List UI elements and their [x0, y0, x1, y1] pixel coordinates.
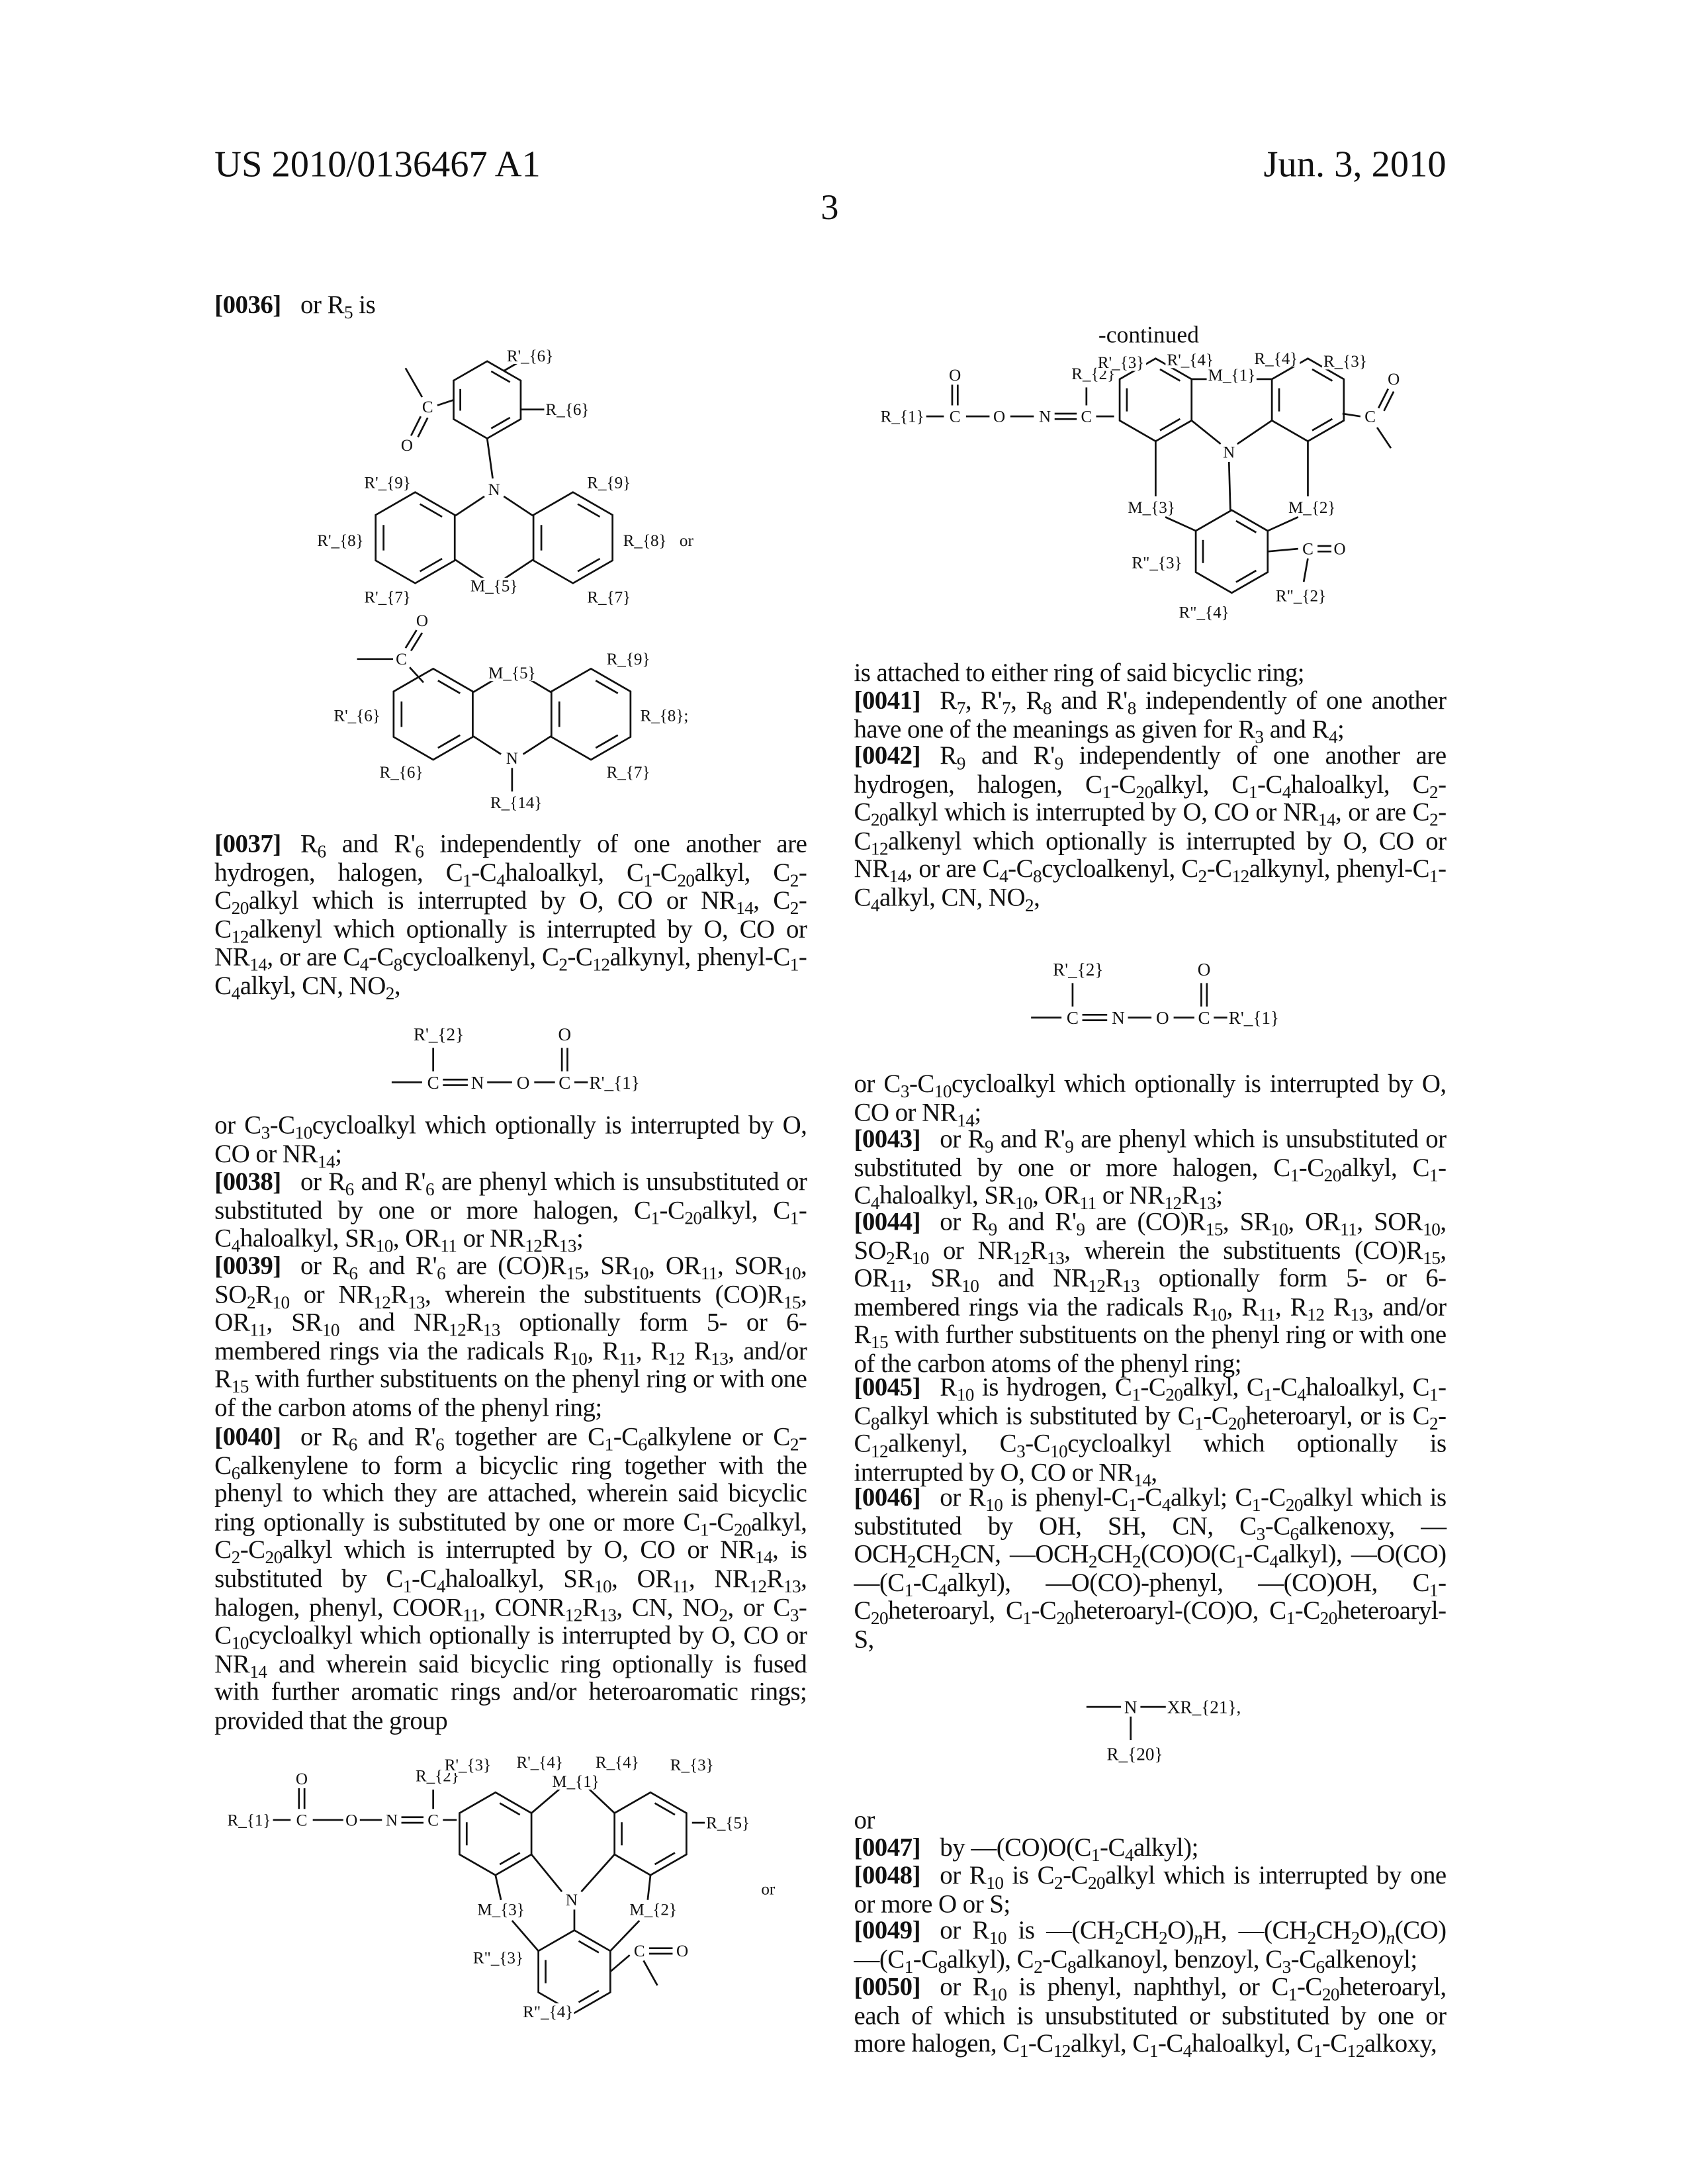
f2-atom-label: C	[1196, 1009, 1211, 1026]
s3-atom-label: or	[760, 1881, 776, 1897]
paragraph-text: or R5 is	[300, 291, 375, 320]
paragraph-number: [0040]	[214, 1423, 281, 1452]
s4-atom-label: R'_{4}	[1165, 351, 1215, 368]
benzene-ring	[453, 361, 520, 439]
paragraph-0042	[854, 743, 1446, 913]
bond	[512, 1921, 539, 1951]
benzene-ring	[1196, 510, 1268, 593]
s2-atom-label: R_{9}	[605, 651, 651, 667]
paragraph-0038	[214, 1169, 807, 1255]
publication-date: Jun. 3, 2010	[1264, 144, 1447, 187]
paragraph-number: [0046]	[854, 1484, 920, 1513]
paragraph-text: or R9 and R'9 are (CO)R15, SR10, OR11, SOR10, SO2R10 or NR12R13, wherein the substituents (CO)R15, OR11, SR10 and NR12R13 optionally form 5- or 6-membered rings via the radicals R10, R11, R12 R13, and/or R15 with further substituents on the phenyl ring or with one of the carbon atoms of the phenyl ring;	[854, 1208, 1446, 1379]
s1-atom-label: or	[678, 532, 695, 549]
bond	[531, 1854, 562, 1891]
s4-atom-label: C	[1301, 541, 1315, 557]
bond	[1268, 549, 1298, 551]
s3-atom-label: R_{3}	[669, 1756, 715, 1773]
s4-atom-label: O	[1386, 371, 1401, 387]
s4-atom-label: R_{4}	[1253, 350, 1299, 367]
s4-atom-label: M_{2}	[1287, 499, 1337, 516]
or-text: or	[854, 1807, 1446, 1836]
bond	[1192, 420, 1221, 443]
bond	[1165, 517, 1196, 531]
f1-atom-label: R'_{1}	[588, 1073, 641, 1091]
continuation-text: or C3-C10cycloalkyl which optionally is interrupted by O, CO or NR14;	[854, 1071, 1446, 1128]
bond	[1229, 462, 1230, 510]
s3-atom-label: C	[633, 1942, 646, 1959]
s4-atom-label: R"_{4}	[1177, 604, 1230, 620]
s4-atom-label: O	[992, 408, 1006, 425]
paragraph-text: R7, R'7, R8 and R'8 independently of one another have one of the meanings as given for R3 and R4;	[854, 686, 1446, 744]
benzene-ring	[376, 492, 455, 583]
benzene-ring	[533, 492, 613, 583]
bond	[496, 1875, 501, 1899]
bond	[648, 1875, 650, 1899]
paragraph-text: or R6 and R'6 are phenyl which is unsubstituted or substituted by one or more halogen, C1-C20alkyl, C1-C4haloalkyl, SR10, OR11 or NR12R13;	[214, 1168, 807, 1254]
bond	[437, 400, 454, 405]
patent-page	[0, 0, 1694, 2184]
s4-atom-label: C	[948, 408, 962, 425]
s4-atom-label: O	[948, 367, 962, 383]
paragraph-0046	[854, 1485, 1446, 1655]
s4-atom-label: N	[1038, 408, 1052, 425]
f2-atom-label: R'_{2}	[1051, 960, 1105, 978]
s2-atom-label: O	[415, 612, 429, 629]
continuation-text: or C3-C10cycloalkyl which optionally is interrupted by O, CO or NR14;	[214, 1113, 807, 1169]
bond	[610, 1955, 629, 1972]
bond	[406, 368, 422, 397]
benzene-ring	[459, 1792, 531, 1875]
s3-atom-label: R_{4}	[594, 1754, 641, 1770]
paragraph-text: or R6 and R'6 are (CO)R15, SR10, OR11, SOR10, SO2R10 or NR12R13, wherein the substituents (CO)R15, OR11, SR10 and NR12R13 optionally form 5- or 6-membered rings via the radicals R10, R11, R12 R13, and/or R15 with further substituents on the phenyl ring or with one of the carbon atoms of the phenyl ring;	[214, 1252, 807, 1423]
s1-atom-label: M_{5}	[469, 578, 519, 594]
paragraph-0050	[854, 1974, 1446, 2060]
bond	[581, 1854, 614, 1891]
paragraph-number: [0048]	[854, 1861, 920, 1890]
s3-atom-label: M_{1}	[551, 1773, 601, 1790]
paragraph-text: or R10 is phenyl-C1-C4alkyl; C1-C20alkyl which is substituted by OH, SH, CN, C3-C6alkenoxy, —OCH2CH2CN, —OCH2CH2(CO)O(C1-C4alkyl), —O(CO)—(C1-C4alkyl), —O(CO)-phenyl, —(CO)OH, C1-C20heteroaryl, C1-C20heteroaryl-(CO)O, C1-C20heteroaryl-S,	[854, 1484, 1446, 1655]
f2-atom-label: N	[1110, 1009, 1126, 1026]
s2-atom-label: C	[394, 651, 408, 667]
f2-atom-label: O	[1155, 1009, 1171, 1026]
s1-atom-label: R'_{9}	[363, 475, 412, 491]
paragraph-text: or R10 is —(CH2CH2O)nH, —(CH2CH2O)n(CO)—(C1-C8alkyl), C2-C8alkanoyl, benzoyl, C3-C6alkenoyl;	[854, 1917, 1446, 1974]
paragraph-text: or R9 and R'9 are phenyl which is unsubstituted or substituted by one or more halogen, C1-C20alkyl, C1-C4haloalkyl, SR10, OR11 or NR12R13;	[854, 1125, 1446, 1211]
paragraph-number: [0038]	[214, 1168, 281, 1197]
paragraph-0037	[214, 831, 807, 1001]
s3-atom-label: R"_{3}	[472, 1950, 525, 1966]
s4-atom-label: M_{1}	[1207, 367, 1257, 383]
s4-atom-label: R"_{2}	[1274, 587, 1327, 604]
s3-atom-label: O	[675, 1942, 690, 1959]
bond	[1268, 517, 1298, 531]
s3-atom-label: R"_{4}	[521, 2003, 574, 2020]
paragraph-number: [0036]	[214, 291, 281, 320]
continuation-text: is attached to either ring of said bicyclic ring;	[854, 660, 1446, 689]
f3-atom-label: N	[1123, 1698, 1139, 1716]
paragraph-0044	[854, 1209, 1446, 1379]
benzene-ring	[551, 668, 631, 759]
paragraph-number: [0039]	[214, 1252, 281, 1281]
paragraph-text: R9 and R'9 independently of one another are hydrogen, halogen, C1-C20alkyl, C1-C4haloalkyl, C2-C20alkyl which is interrupted by O, CO or NR14, or are C2-C12alkenyl which optionally is interrupted by O, CO or NR14, or are C4-C8cycloalkenyl, C2-C12alkynyl, phenyl-C1-C4alkyl, CN, NO2,	[854, 742, 1446, 913]
paragraph-number: [0045]	[854, 1373, 920, 1402]
s2-atom-label: R_{7}	[605, 764, 651, 780]
bond	[531, 1788, 560, 1813]
f1-atom-label: C	[557, 1073, 572, 1091]
s2-atom-label: N	[505, 750, 519, 766]
bond	[504, 496, 533, 516]
bond	[588, 1788, 615, 1813]
s2-atom-label: M_{5}	[487, 664, 537, 681]
paragraph-text: R10 is hydrogen, C1-C20alkyl, C1-C4haloalkyl, C1-C8alkyl which is substituted by C1-C20heteroaryl, or is C2-C12alkenyl, C3-C10cycloalkyl which optionally is interrupted by O, CO or NR14,	[854, 1373, 1446, 1487]
paragraph-0036	[214, 293, 807, 321]
s2-atom-label: R_{14}	[489, 794, 544, 811]
s3-atom-label: R_{1}	[226, 1811, 272, 1828]
paragraph-0045	[854, 1375, 1446, 1488]
s1-atom-label: C	[421, 398, 435, 415]
paragraph-number: [0041]	[854, 686, 920, 715]
s3-atom-label: C	[426, 1811, 440, 1828]
s4-atom-label: M_{3}	[1126, 499, 1177, 516]
s4-atom-label: C	[1363, 408, 1377, 425]
s1-atom-label: R_{8}	[622, 532, 668, 549]
s4-atom-label: R_{1}	[879, 408, 926, 425]
bond	[1237, 420, 1272, 443]
bond	[1304, 559, 1308, 582]
s1-atom-label: R_{7}	[586, 589, 632, 606]
s3-atom-label: N	[384, 1811, 399, 1828]
s1-atom-label: R_{9}	[586, 475, 632, 491]
benzene-ring	[539, 1931, 611, 2013]
s4-atom-label: R"_{3}	[1130, 554, 1183, 570]
s1-atom-label: O	[400, 437, 414, 453]
bond	[1377, 428, 1391, 448]
bond	[455, 496, 484, 516]
patent-number: US 2010/0136467 A1	[214, 144, 541, 187]
s3-atom-label: N	[564, 1891, 579, 1908]
paragraph-number: [0037]	[214, 830, 281, 859]
f1-atom-label: C	[425, 1073, 440, 1091]
paragraph-text: R6 and R'6 independently of one another are hydrogen, halogen, C1-C4haloalkyl, C1-C20alkyl, C2-C20alkyl which is interrupted by O, CO or NR14, C2-C12alkenyl which optionally is interrupted by O, CO or NR14, or are C4-C8cycloalkenyl, C2-C12alkynyl, phenyl-C1-C4alkyl, CN, NO2,	[214, 830, 807, 1001]
paragraph-0039	[214, 1253, 807, 1424]
s4-atom-label: R'_{3}	[1096, 354, 1146, 371]
s3-atom-label: R_{5}	[705, 1815, 751, 1831]
paragraph-number: [0049]	[854, 1917, 920, 1946]
paragraph-0043	[854, 1126, 1446, 1212]
s3-atom-label: O	[294, 1770, 309, 1787]
paragraph-0048	[854, 1863, 1446, 1920]
s3-atom-label: R_{2}	[414, 1768, 461, 1784]
benzene-ring	[615, 1792, 687, 1875]
s3-atom-label: M_{3}	[476, 1901, 526, 1918]
paragraph-number: [0050]	[854, 1973, 920, 2002]
s1-atom-label: R'_{6}	[506, 347, 555, 364]
f1-atom-label: R'_{2}	[412, 1025, 466, 1043]
page-number: 3	[821, 187, 838, 228]
paragraph-text: or R10 is C2-C20alkyl which is interrupted by one or more O or S;	[854, 1861, 1446, 1919]
bond	[644, 1960, 658, 1985]
f2-atom-label: C	[1065, 1009, 1080, 1026]
continued-label: -continued	[1097, 324, 1200, 347]
f2-atom-label: R'_{1}	[1227, 1009, 1281, 1026]
s3-atom-label: M_{2}	[628, 1901, 678, 1918]
s3-atom-label: C	[294, 1811, 308, 1828]
s3-atom-label: O	[344, 1811, 359, 1828]
paragraph-text: by —(CO)O(C1-C4alkyl);	[940, 1834, 1198, 1863]
s1-atom-label: N	[487, 481, 502, 498]
paragraph-0040	[214, 1424, 807, 1737]
paragraph-number: [0047]	[854, 1834, 920, 1863]
s4-atom-label: O	[1332, 541, 1347, 557]
s2-atom-label: R'_{6}	[332, 707, 382, 724]
paragraph-number: [0044]	[854, 1208, 920, 1237]
paragraph-text: or R10 is phenyl, naphthyl, or C1-C20heteroaryl, each of which is unsubstituted or substituted by one or more halogen, C1-C12alkyl, C1-C4haloalkyl, C1-C12alkoxy,	[854, 1973, 1446, 2059]
bond	[473, 736, 501, 754]
bond	[523, 736, 551, 754]
f1-atom-label: O	[557, 1025, 572, 1043]
f1-atom-label: N	[470, 1073, 486, 1091]
s4-atom-label: R_{3}	[1322, 353, 1368, 369]
s2-atom-label: R_{6}	[378, 764, 424, 780]
f3-atom-label: XR_{21},	[1166, 1698, 1243, 1716]
paragraph-0049	[854, 1918, 1446, 1975]
s1-atom-label: R_{6}	[544, 401, 590, 418]
bond	[487, 438, 492, 478]
paragraph-text: or R6 and R'6 together are C1-C6alkylene or C2-C6alkenylene to form a bicyclic ring together with the phenyl to which they are attached, wherein said bicyclic ring optionally is substituted by one or more C1-C20alkyl, C2-C20alkyl which is interrupted by O, CO or NR14, is substituted by C1-C4haloalkyl, SR10, OR11, NR12R13, halogen, phenyl, COOR11, CONR12R13, CN, NO2, or C3-C10cycloalkyl which optionally is interrupted by O, CO or NR14 and wherein said bicyclic ring optionally is fused with further aromatic rings and/or heteroaromatic rings; provided that the group	[214, 1423, 807, 1736]
paragraph-0041	[854, 688, 1446, 745]
s3-atom-label: R'_{3}	[443, 1756, 493, 1773]
s2-atom-label: R_{8};	[639, 707, 690, 724]
bond	[1343, 414, 1360, 416]
s4-atom-label: N	[1222, 444, 1236, 461]
benzene-ring	[394, 668, 473, 759]
s1-atom-label: R'_{8}	[316, 532, 365, 549]
s4-atom-label: C	[1079, 408, 1093, 425]
paragraph-0047	[854, 1835, 1446, 1864]
paragraph-number: [0043]	[854, 1125, 920, 1154]
f1-atom-label: O	[515, 1073, 531, 1091]
f3-atom-label: R_{20}	[1105, 1745, 1164, 1762]
f2-atom-label: O	[1196, 960, 1212, 978]
s3-atom-label: R'_{4}	[515, 1754, 564, 1770]
s4-atom-label: R_{2}	[1070, 365, 1116, 382]
paragraph-number: [0042]	[854, 742, 920, 771]
s1-atom-label: R'_{7}	[363, 589, 412, 606]
